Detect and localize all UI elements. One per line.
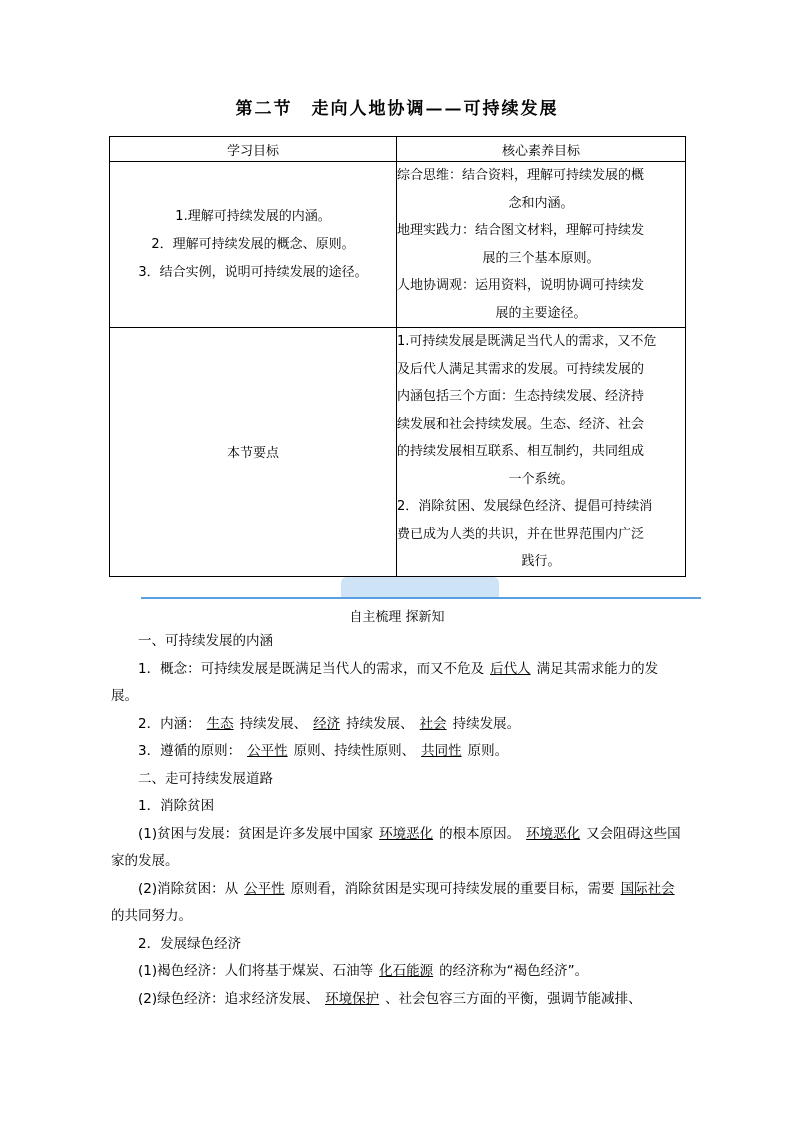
text-run: 2．内涵：: [138, 715, 201, 732]
key-point-text: 一个系统。: [508, 471, 574, 487]
content-paragraph: [111, 958, 681, 986]
text-run: 又会阻碍这些国家的发展。: [111, 825, 681, 869]
text-run: 原则看，消除贫困是实现可持续发展的重要目标，需要: [290, 880, 615, 897]
text-run: 持续发展、: [346, 715, 414, 732]
competency-text: 展的三个基本原则。: [482, 250, 600, 266]
content-paragraph: [111, 738, 681, 766]
answer-blank: 环境保护: [325, 990, 380, 1007]
answer-blank: 环境恶化: [379, 825, 434, 842]
header-learning-goals: 学习目标: [110, 137, 397, 162]
content-paragraph: [111, 821, 681, 876]
answer-blank: 共同性: [421, 743, 462, 759]
key-point-text: 费已成为人类的共识，并在世界范围内广泛: [397, 526, 645, 542]
text-run: 的共同努力。: [111, 908, 192, 924]
header-core-competency: 核心素养目标: [397, 137, 686, 162]
answer-blank: 生态: [206, 715, 234, 732]
answer-blank: 经济: [313, 715, 341, 732]
text-run: 满足其需求能力的发展。: [111, 660, 659, 704]
content-heading: 二、走可持续发展道路: [138, 770, 273, 787]
text-run: (2)绿色经济：追求经济发展、: [138, 990, 320, 1007]
key-point-text: 1.可持续发展是既满足当代人的需求，又不危: [397, 334, 657, 349]
competency-text: 念和内涵。: [508, 195, 574, 211]
key-point-text: 续发展和社会持续发展。生态、经济、社会: [397, 416, 645, 432]
text-run: 1．概念：可持续发展是既满足当代人的需求，而又不危及: [138, 660, 485, 677]
goals-table: [109, 136, 686, 577]
content-paragraph: [111, 711, 681, 739]
page-title: 第二节 走向人地协调——可持续发展: [235, 99, 559, 119]
content-body: [111, 628, 681, 1013]
competency-text: 综合思维：结合资料，理解可持续发展的概: [397, 168, 645, 183]
answer-blank: 公平性: [244, 880, 285, 897]
table-row: [110, 328, 686, 577]
text-run: 3．遵循的原则：: [138, 743, 242, 759]
section-divider: [141, 597, 701, 599]
key-points-label: 本节要点: [110, 328, 397, 577]
content-paragraph: [111, 986, 681, 1014]
key-points-cell: [397, 328, 686, 577]
learning-goals-cell: [110, 162, 397, 328]
text-run: 的根本原因。: [439, 825, 521, 842]
competency-text: 地理实践力：结合图文材料，理解可持续发: [397, 223, 645, 238]
goal-item: 1.理解可持续发展的内涵。: [175, 208, 331, 224]
text-run: 的经济称为“褐色经济”。: [439, 963, 589, 979]
table-header-row: [110, 137, 686, 162]
content-subheading: 1．消除贫困: [138, 798, 215, 814]
text-run: 原则。: [467, 743, 509, 759]
text-run: 持续发展。: [452, 715, 521, 732]
content-paragraph: [111, 876, 681, 931]
goal-item: 2．理解可持续发展的概念、原则。: [151, 236, 355, 252]
text-run: (1)贫困与发展：贫困是许多发展中国家: [138, 825, 374, 842]
content-heading: 一、可持续发展的内涵: [138, 633, 273, 649]
goal-item: 3．结合实例，说明可持续发展的途径。: [138, 264, 368, 280]
content-paragraph: [111, 656, 681, 711]
text-run: 、社会包容三方面的平衡，强调节能减排、: [385, 990, 642, 1007]
text-run: 原则、持续性原则、: [293, 743, 416, 759]
answer-blank: 环境恶化: [526, 825, 581, 842]
key-point-text: 践行。: [521, 554, 561, 569]
text-run: (1)褐色经济：人们将基于煤炭、石油等: [138, 963, 374, 979]
text-run: (2)消除贫困：从: [138, 880, 239, 897]
competency-cell: [397, 162, 686, 328]
table-row: [110, 162, 686, 328]
answer-blank: 化石能源: [379, 963, 434, 979]
section-banner-tab: [341, 577, 499, 598]
section-heading: 自主梳理 探新知: [349, 610, 445, 625]
answer-blank: 国际社会: [620, 880, 675, 897]
content-subheading: 2．发展绿色经济: [138, 935, 242, 952]
key-point-text: 2．消除贫困、发展绿色经济、提倡可持续消: [397, 499, 653, 514]
key-point-text: 内涵包括三个方面：生态持续发展、经济持: [397, 389, 645, 404]
answer-blank: 社会: [419, 715, 447, 732]
answer-blank: 公平性: [247, 743, 288, 759]
competency-text: 展的主要途径。: [495, 305, 587, 321]
competency-text: 人地协调观：运用资料，说明协调可持续发: [397, 278, 645, 293]
text-run: 持续发展、: [239, 715, 308, 732]
key-point-text: 及后代人满足其需求的发展。可持续发展的: [397, 361, 645, 377]
key-point-text: 的持续发展相互联系、相互制约，共同组成: [397, 444, 645, 459]
answer-blank: 后代人: [490, 660, 531, 677]
